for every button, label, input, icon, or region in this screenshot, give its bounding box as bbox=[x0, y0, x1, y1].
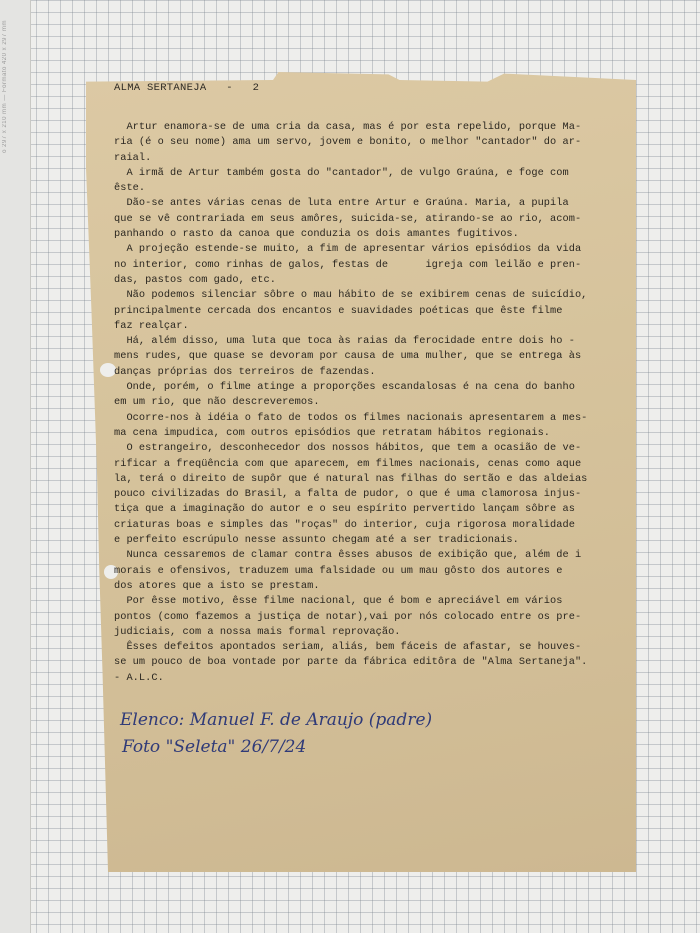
text-line: que se vê contrariada em seus amôres, suicida-se, atirando-se ao rio, acom- bbox=[114, 212, 582, 225]
page-header: ALMA SERTANEJA - 2 bbox=[114, 82, 260, 94]
text-line: A projeção estende-se muito, a fim de apresentar vários episódios da vida bbox=[114, 243, 582, 256]
text-line: Dão-se antes várias cenas de luta entre Artur e Graúna. Maria, a pupila bbox=[114, 197, 569, 210]
text-line: la, terá o direito de supôr que é natural nas filhas do sertão e das aldeias bbox=[114, 472, 588, 485]
text-line: Êsses defeitos apontados seriam, aliás, bem fáceis de afastar, se houves- bbox=[114, 641, 582, 654]
text-line: Nunca cessaremos de clamar contra êsses abusos de exibição que, além de i bbox=[114, 549, 582, 562]
text-line: tiça que a imaginação do autor e o seu espírito pervertido lançam sôbre as bbox=[114, 503, 575, 516]
text-line: raial. bbox=[114, 151, 152, 164]
text-line: A irmã de Artur também gosta do "cantador", de vulgo Graúna, e foge com bbox=[114, 166, 569, 179]
text-line: rificar a freqüência com que aparecem, em filmes nacionais, cenas como aque bbox=[114, 457, 582, 470]
document-body bbox=[114, 120, 614, 686]
text-line: panhando o rasto da canoa que conduzia os dois amantes fugitivos. bbox=[114, 228, 519, 241]
text-line: Artur enamora-se de uma cria da casa, mas é por esta repelido, porque Ma- bbox=[114, 121, 582, 133]
text-line: Ocorre-nos à idéia o fato de todos os filmes nacionais apresentarem a mes- bbox=[114, 411, 588, 424]
handwritten-cast-note: Elenco: Manuel F. de Araujo (padre) bbox=[120, 710, 433, 730]
text-line: criaturas boas e simples das "roças" do interior, cuja rigorosa moralidade bbox=[114, 518, 575, 531]
text-line: ria (é o seu nome) ama um servo, jovem e bonito, o melhor "cantador" do ar- bbox=[114, 136, 582, 149]
measurement-ruler bbox=[0, 0, 31, 933]
signature-line: - A.L.C. bbox=[114, 671, 164, 684]
text-line: Há, além disso, uma luta que toca às raias da ferocidade entre dois ho - bbox=[114, 335, 575, 348]
text-line: se um pouco de boa vontade por parte da fábrica editôra de "Alma Sertaneja". bbox=[114, 656, 588, 669]
text-line: e perfeito escrúpulo nesse assunto chegam até a ser tradicionais. bbox=[114, 534, 519, 547]
text-line: no interior, como rinhas de galos, festas de igreja com leilão e pren- bbox=[114, 258, 582, 271]
text-line: pontos (como fazemos a justiça de notar),vai por nós colocado entre os pre- bbox=[114, 610, 582, 623]
handwritten-photo-note: Foto "Seleta" 26/7/24 bbox=[122, 737, 307, 757]
text-line: pouco civilizadas do Brasil, a falta de pudor, o que é uma clamorosa injus- bbox=[114, 488, 582, 501]
text-line: em um rio, que não descreveremos. bbox=[114, 396, 320, 409]
text-line: Não podemos silenciar sôbre o mau hábito de se exibirem cenas de suicídio, bbox=[114, 289, 588, 302]
text-line: ma cena impudica, com outros episódios que retratam hábitos regionais. bbox=[114, 426, 551, 439]
text-line: danças próprias dos terreiros de fazendas. bbox=[114, 365, 376, 378]
text-line: morais e ofensivos, traduzem uma falsidade ou um mau gôsto dos autores e bbox=[114, 564, 563, 577]
text-line: Por êsse motivo, êsse filme nacional, que é bom e apreciável em vários bbox=[114, 595, 563, 608]
text-line: judiciais, com a nossa mais formal reprovação. bbox=[114, 625, 401, 638]
text-line: dos atores que a isto se prestam. bbox=[114, 579, 320, 592]
text-line: O estrangeiro, desconhecedor dos nossos hábitos, que tem a ocasião de ve- bbox=[114, 442, 582, 455]
ruler-label: o 297 x 210 mm — Formato 420 x 297 mm bbox=[2, 20, 8, 153]
text-line: das, pastos com gado, etc. bbox=[114, 273, 276, 286]
text-line: principalmente cercada dos encantos e suavidades poéticas que êste filme bbox=[114, 304, 563, 317]
text-line: êste. bbox=[114, 182, 146, 195]
text-line: faz realçar. bbox=[114, 319, 189, 332]
text-line: Onde, porém, o filme atinge a proporções escandalosas é na cena do banho bbox=[114, 381, 575, 394]
text-line: mens rudes, que quase se devoram por causa de uma mulher, que se entrega às bbox=[114, 350, 582, 363]
